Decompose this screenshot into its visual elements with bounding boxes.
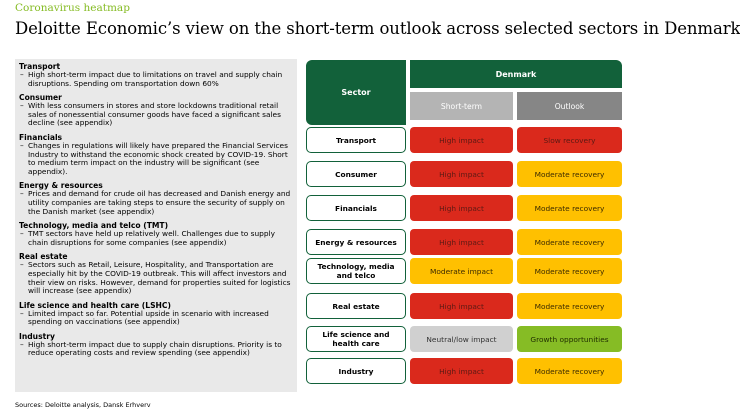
- desc-block-industry: [19, 332, 292, 358]
- desc-block-real-estate: [19, 252, 292, 295]
- kicker: Coronavirus heatmap: [15, 2, 130, 14]
- outlook-header: Outlook: [517, 92, 622, 120]
- sector-cell: Consumer: [306, 161, 406, 187]
- short-term-cell: High impact: [410, 358, 513, 384]
- desc-block-tmt: [19, 221, 292, 247]
- outlook-cell: Moderate recovery: [517, 358, 622, 384]
- desc-heading: Technology, media and telco (TMT): [19, 221, 169, 231]
- desc-block-consumer: [19, 93, 292, 128]
- desc-text: – Sectors such as Retail, Leisure, Hospitality, and Transportation are especially hit by the COVID-19 outbreak. This will affect investors and their view on risks. However, demand for properties suited for logistics will increase (see appendix): [19, 261, 292, 295]
- short-term-header: Short-term: [410, 92, 513, 120]
- desc-text: – With less consumers in stores and store lockdowns traditional retail sales of nonessential consumer goods have faced a significant sales decline (see appendix): [19, 102, 292, 128]
- sector-descriptions-panel: [15, 59, 297, 392]
- desc-heading: Real estate: [19, 252, 68, 262]
- short-term-cell: High impact: [410, 229, 513, 255]
- outlook-cell: Moderate recovery: [517, 161, 622, 187]
- desc-block-lshc: [19, 301, 292, 327]
- desc-heading: Consumer: [19, 93, 62, 103]
- table-row: [306, 258, 622, 284]
- desc-block-financials: [19, 133, 292, 176]
- sector-cell: Real estate: [306, 293, 406, 319]
- table-row: [306, 161, 622, 187]
- desc-text: – High short-term impact due to limitations on travel and supply chain disruptions. Spending om transportation down 60%: [19, 71, 292, 88]
- table-row: [306, 293, 622, 319]
- outlook-cell: Moderate recovery: [517, 293, 622, 319]
- sector-cell: Technology, media and telco: [306, 258, 406, 284]
- desc-text: – Prices and demand for crude oil has decreased and Danish energy and utility companies are taking steps to ensure the security of supply on the Danish market (see appendix): [19, 190, 292, 216]
- table-row: [306, 195, 622, 221]
- sector-header: Sector: [306, 60, 406, 125]
- desc-heading: Financials: [19, 132, 63, 142]
- short-term-cell: Moderate impact: [410, 258, 513, 284]
- outlook-cell: Moderate recovery: [517, 258, 622, 284]
- table-row: [306, 229, 622, 255]
- desc-heading: Transport: [19, 62, 61, 71]
- desc-block-energy: [19, 181, 292, 216]
- sector-cell: Energy & resources: [306, 229, 406, 255]
- desc-text: – TMT sectors have held up relatively well. Challenges due to supply chain disruptions for some companies (see appendix): [19, 230, 292, 247]
- sector-cell: Industry: [306, 358, 406, 384]
- desc-text: – Changes in regulations will likely have prepared the Financial Services Industry to withstand the economic shock created by COVID-19. Short to medium term impact on the industry will be significant (see appendix).: [19, 142, 292, 176]
- outlook-cell: Moderate recovery: [517, 229, 622, 255]
- short-term-cell: High impact: [410, 293, 513, 319]
- sources-note: Sources: Deloitte analysis, Dansk Erhverv: [15, 401, 151, 409]
- desc-heading: Industry: [19, 331, 55, 341]
- short-term-cell: Neutral/low impact: [410, 326, 513, 352]
- short-term-cell: High impact: [410, 161, 513, 187]
- desc-text: – Limited impact so far. Potential upside in scenario with increased spending on vaccinations (see appendix): [19, 310, 292, 327]
- sector-cell: Life science and health care: [306, 326, 406, 352]
- outlook-cell: Slow recovery: [517, 127, 622, 153]
- desc-heading: Energy & resources: [19, 181, 103, 191]
- sector-cell: Transport: [306, 127, 406, 153]
- outlook-cell: Moderate recovery: [517, 195, 622, 221]
- short-term-cell: High impact: [410, 127, 513, 153]
- table-row: [306, 358, 622, 384]
- outlook-cell: Growth opportunities: [517, 326, 622, 352]
- desc-block-transport: [19, 62, 292, 88]
- desc-heading: Life science and health care (LSHC): [19, 300, 171, 310]
- short-term-cell: High impact: [410, 195, 513, 221]
- sector-cell: Financials: [306, 195, 406, 221]
- page-title: Deloitte Economic’s view on the short-term outlook across selected sectors in Denmark: [15, 19, 740, 38]
- table-row: [306, 326, 622, 352]
- table-row: [306, 127, 622, 153]
- desc-text: – High short-term impact due to supply chain disruptions. Priority is to reduce operating costs and review spending (see appendix): [19, 341, 292, 358]
- region-header: Denmark: [410, 60, 622, 88]
